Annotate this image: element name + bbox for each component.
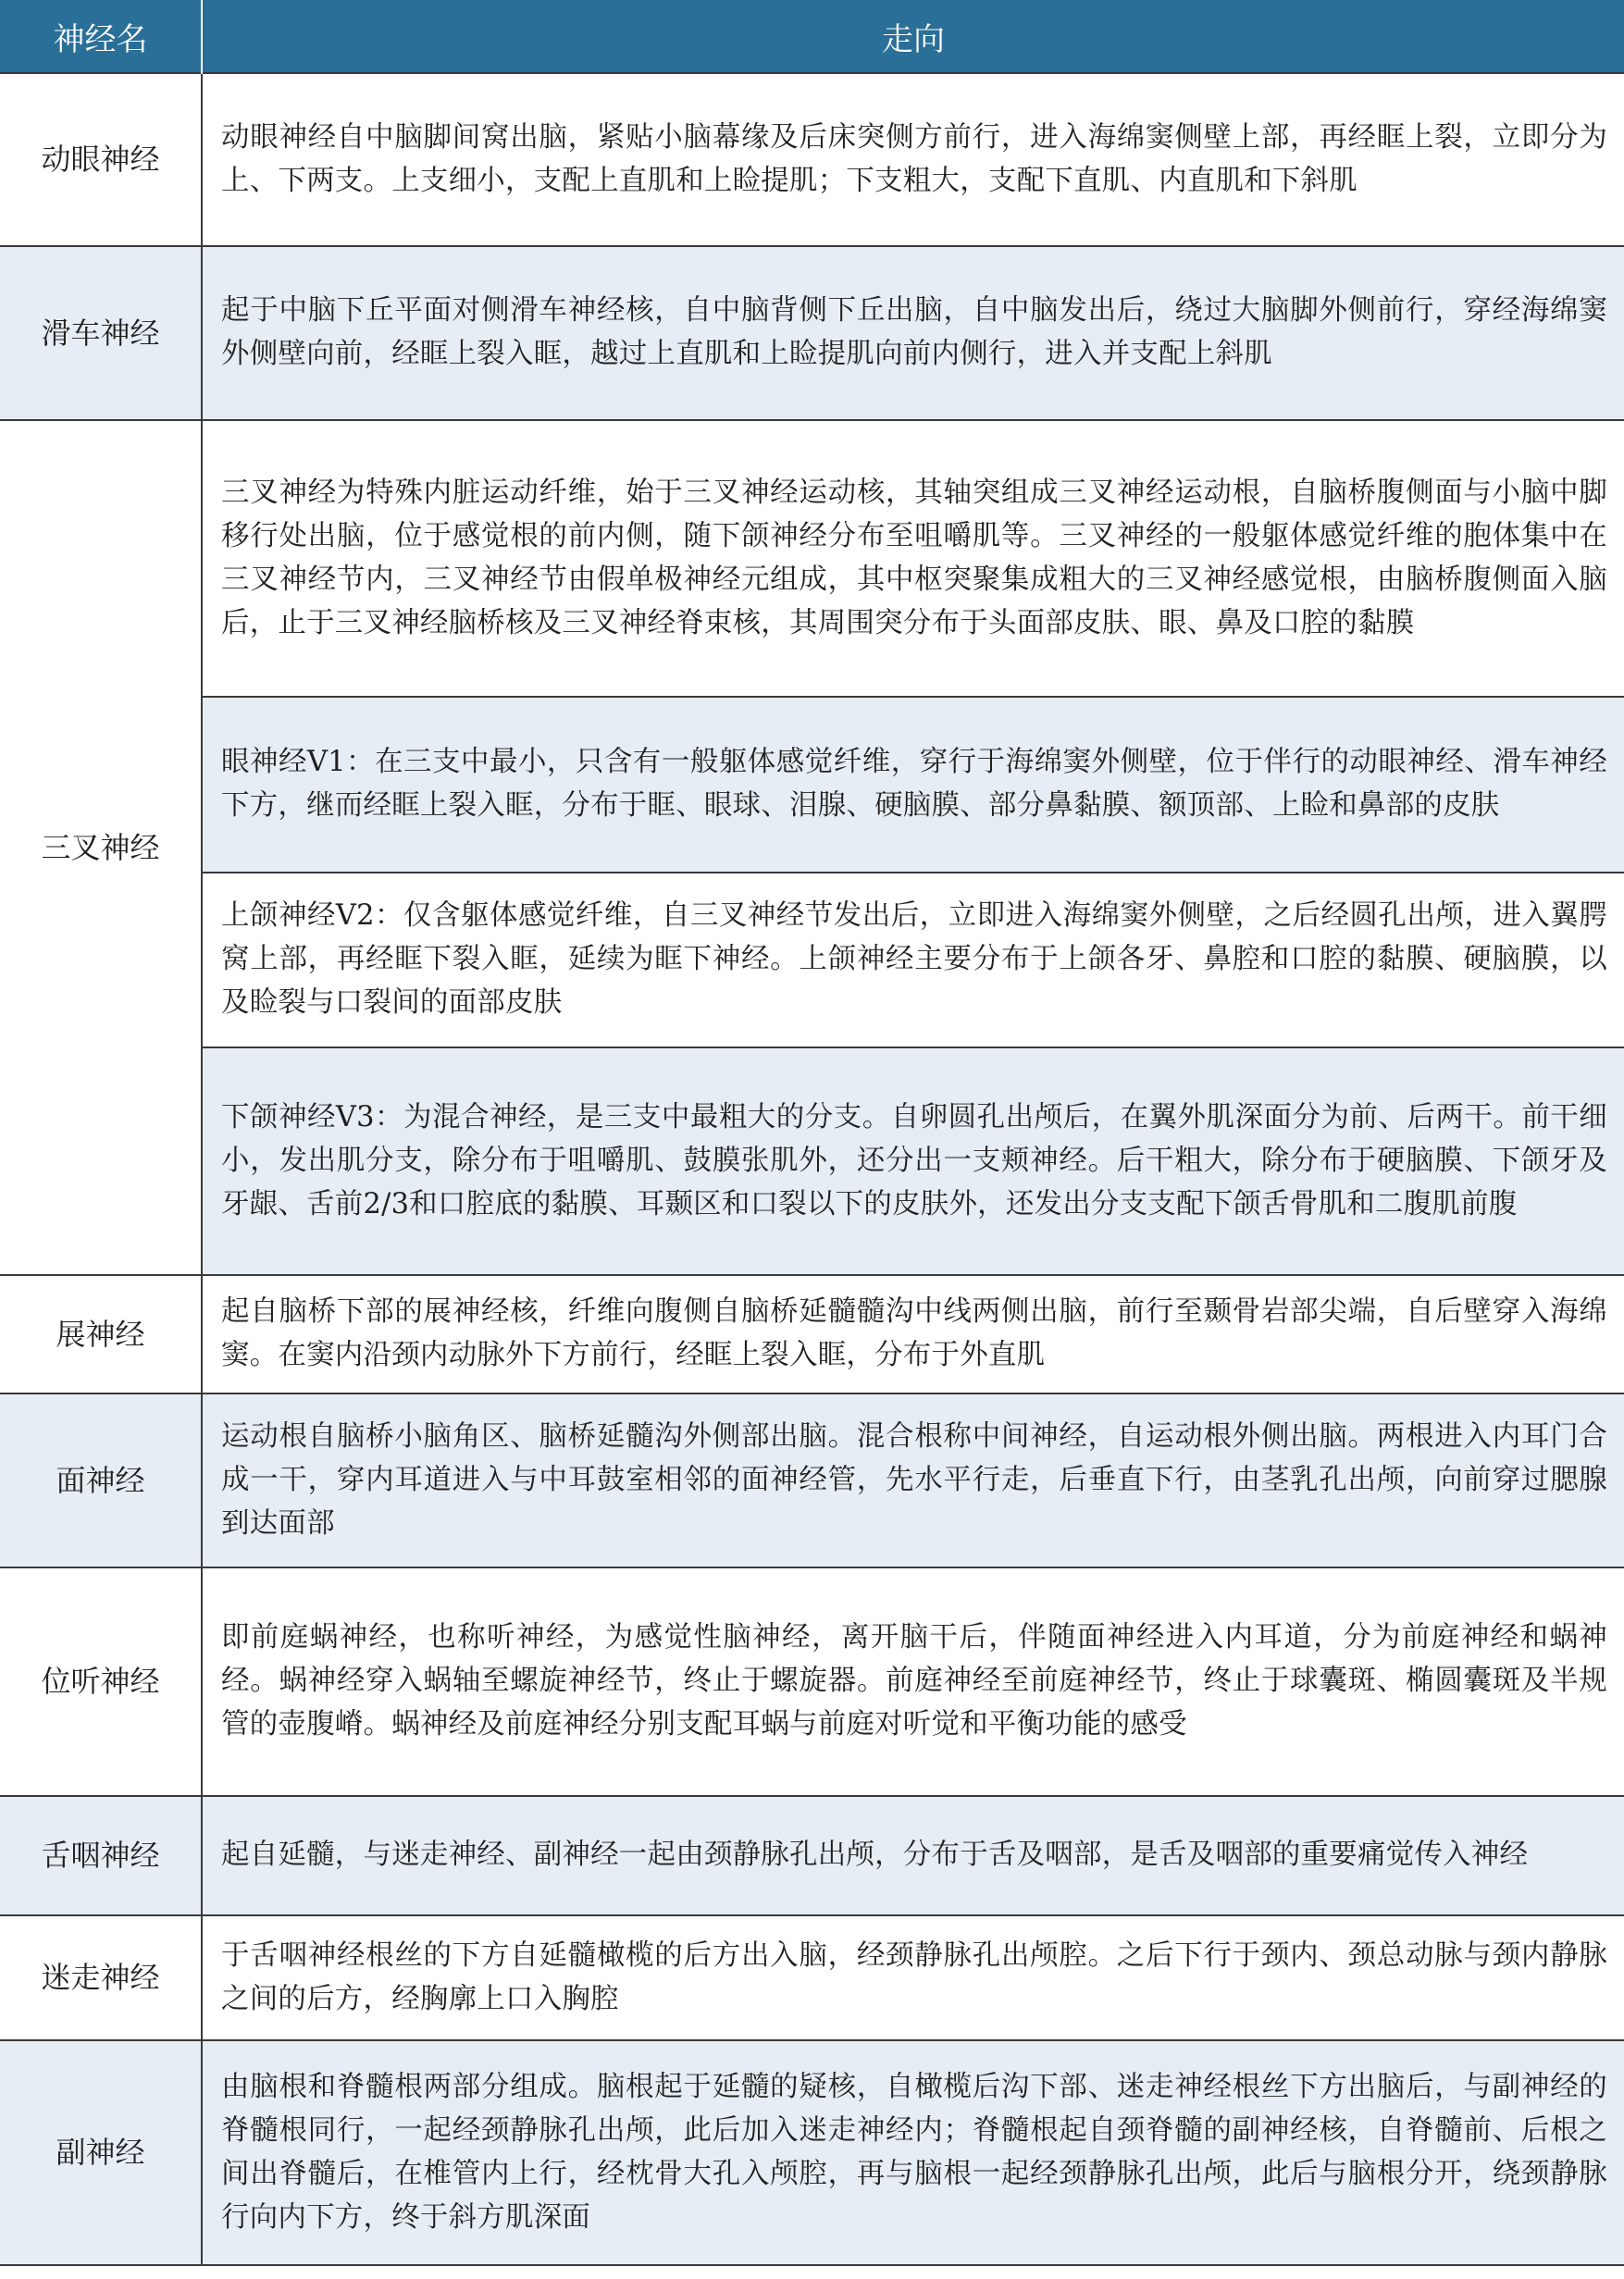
- nerve-course: 由脑根和脊髓根两部分组成。脑根起于延髓的疑核，自橄榄后沟下部、迷走神经根丝下方出脑后，与副神经的脊髓根同行，一起经颈静脉孔出颅，此后加入迷走神经内；脊髓根起自颈脊髓的副神经核，自脊髓前、后根之间出脊髓后，在椎管内上行，经枕骨大孔入颅腔，再与脑根一起经颈静脉孔出颅，此后与脑根分开，绕颈静脉行向内下方，终于斜方肌深面: [202, 2040, 1624, 2265]
- nerve-name: 副神经: [0, 2040, 202, 2265]
- header-course: 走向: [202, 0, 1624, 73]
- nerve-course-v2: 上颌神经V2：仅含躯体感觉纤维，自三叉神经节发出后，立即进入海绵窦外侧壁，之后经圆孔出颅，进入翼腭窝上部，再经眶下裂入眶，延续为眶下神经。上颌神经主要分布于上颌各牙、鼻腔和口腔的黏膜、硬脑膜，以及睑裂与口裂间的面部皮肤: [202, 873, 1624, 1047]
- row-glossopharyngeal: [0, 1796, 1624, 1915]
- row-trochlear: [0, 246, 1624, 420]
- nerve-course: 起于中脑下丘平面对侧滑车神经核，自中脑背侧下丘出脑，自中脑发出后，绕过大脑脚外侧前行，穿经海绵窦外侧壁向前，经眶上裂入眶，越过上直肌和上睑提肌向前内侧行，进入并支配上斜肌: [202, 246, 1624, 420]
- header-nerve-name: 神经名: [0, 0, 202, 73]
- row-trigeminal-v2: [0, 873, 1624, 1047]
- row-vestibulocochlear: [0, 1567, 1624, 1796]
- nerve-course: 三叉神经为特殊内脏运动纤维，始于三叉神经运动核，其轴突组成三叉神经运动根，自脑桥腹侧面与小脑中脚移行处出脑，位于感觉根的前内侧，随下颌神经分布至咀嚼肌等。三叉神经的一般躯体感觉纤维的胞体集中在三叉神经节内，三叉神经节由假单极神经元组成，其中枢突聚集成粗大的三叉神经感觉根，由脑桥腹侧面入脑后，止于三叉神经脑桥核及三叉神经脊束核，其周围突分布于头面部皮肤、眼、鼻及口腔的黏膜: [202, 420, 1624, 697]
- nerve-name: 舌咽神经: [0, 1796, 202, 1915]
- row-vagus: [0, 1915, 1624, 2040]
- nerve-course: 即前庭蜗神经，也称听神经，为感觉性脑神经，离开脑干后，伴随面神经进入内耳道，分为前庭神经和蜗神经。蜗神经穿入蜗轴至螺旋神经节，终止于螺旋器。前庭神经至前庭神经节，终止于球囊斑、椭圆囊斑及半规管的壶腹嵴。蜗神经及前庭神经分别支配耳蜗与前庭对听觉和平衡功能的感受: [202, 1567, 1624, 1796]
- nerve-course: 于舌咽神经根丝的下方自延髓橄榄的后方出入脑，经颈静脉孔出颅腔。之后下行于颈内、颈总动脉与颈内静脉之间的后方，经胸廓上口入胸腔: [202, 1915, 1624, 2040]
- nerve-name: 迷走神经: [0, 1915, 202, 2040]
- header-row: [0, 0, 1624, 73]
- row-trigeminal-v3: [0, 1047, 1624, 1275]
- row-abducens: [0, 1275, 1624, 1393]
- nerve-name: 面神经: [0, 1393, 202, 1567]
- nerve-course: 运动根自脑桥小脑角区、脑桥延髓沟外侧部出脑。混合根称中间神经，自运动根外侧出脑。两根进入内耳门合成一干，穿内耳道进入与中耳鼓室相邻的面神经管，先水平行走，后垂直下行，由茎乳孔出颅，向前穿过腮腺到达面部: [202, 1393, 1624, 1567]
- row-accessory: [0, 2040, 1624, 2265]
- nerve-course: 起自延髓，与迷走神经、副神经一起由颈静脉孔出颅，分布于舌及咽部，是舌及咽部的重要痛觉传入神经: [202, 1796, 1624, 1915]
- nerve-course-v1: 眼神经V1：在三支中最小，只含有一般躯体感觉纤维，穿行于海绵窦外侧壁，位于伴行的动眼神经、滑车神经下方，继而经眶上裂入眶，分布于眶、眼球、泪腺、硬脑膜、部分鼻黏膜、额顶部、上睑和鼻部的皮肤: [202, 697, 1624, 873]
- row-trigeminal-v1: [0, 697, 1624, 873]
- nerve-name: 滑车神经: [0, 246, 202, 420]
- nerve-course-v3: 下颌神经V3：为混合神经，是三支中最粗大的分支。自卵圆孔出颅后，在翼外肌深面分为前、后两干。前干细小，发出肌分支，除分布于咀嚼肌、鼓膜张肌外，还分出一支颊神经。后干粗大，除分布于硬脑膜、下颌牙及牙龈、舌前2/3和口腔底的黏膜、耳颞区和口裂以下的皮肤外，还发出分支支配下颌舌骨肌和二腹肌前腹: [202, 1047, 1624, 1275]
- nerve-course: 起自脑桥下部的展神经核，纤维向腹侧自脑桥延髓髓沟中线两侧出脑，前行至颞骨岩部尖端，自后壁穿入海绵窦。在窦内沿颈内动脉外下方前行，经眶上裂入眶，分布于外直肌: [202, 1275, 1624, 1393]
- row-oculomotor: [0, 73, 1624, 246]
- nerve-name: 三叉神经: [0, 420, 202, 1275]
- nerve-name: 位听神经: [0, 1567, 202, 1796]
- nerve-name: 展神经: [0, 1275, 202, 1393]
- row-facial: [0, 1393, 1624, 1567]
- nerve-course: 动眼神经自中脑脚间窝出脑，紧贴小脑幕缘及后床突侧方前行，进入海绵窦侧壁上部，再经眶上裂，立即分为上、下两支。上支细小，支配上直肌和上睑提肌；下支粗大，支配下直肌、内直肌和下斜肌: [202, 73, 1624, 246]
- nerve-name: 动眼神经: [0, 73, 202, 246]
- row-trigeminal-main: [0, 420, 1624, 697]
